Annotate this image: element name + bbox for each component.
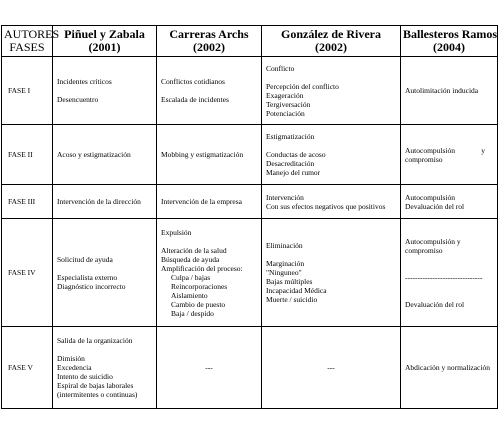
author-header-gonzalez bbox=[262, 26, 401, 57]
cell-line: Devaluación del rol bbox=[405, 299, 465, 309]
cell-line: Incidentes críticos bbox=[57, 77, 112, 86]
phase-label: FASE IV bbox=[2, 219, 53, 327]
cell-line: Solicitud de ayuda bbox=[57, 254, 113, 264]
cell-pinuel bbox=[53, 327, 157, 409]
cell-line: Diagnóstico incorrecto bbox=[57, 281, 126, 291]
cell-line: Percepción del conflicto bbox=[266, 81, 339, 91]
cell-line: y bbox=[481, 145, 485, 155]
cell-line: Autocompulsión bbox=[405, 192, 455, 202]
cell-line: Conflicto bbox=[266, 63, 295, 73]
cell-gonzalez: --- bbox=[262, 327, 401, 409]
cell-carreras bbox=[157, 125, 262, 185]
phase-row-2 bbox=[2, 125, 498, 185]
phase-label: FASE II bbox=[2, 125, 53, 185]
cell-line: Aislamiento bbox=[171, 290, 208, 300]
cell-gonzalez bbox=[262, 57, 401, 125]
cell-carreras: --- bbox=[157, 327, 262, 409]
cell-line: Estigmatización bbox=[266, 132, 315, 141]
author-year: (2004) bbox=[433, 40, 465, 54]
cell-line: Reincorporaciones bbox=[171, 281, 228, 291]
cell-line: Salida de la organización bbox=[57, 336, 133, 345]
cell-line: Conductas de acoso bbox=[266, 150, 326, 159]
cell-gonzalez bbox=[262, 185, 401, 219]
cell-pinuel bbox=[53, 185, 157, 219]
corner-authors-label: AUTORES bbox=[4, 27, 60, 41]
cell-line: Bajas múltiples bbox=[266, 277, 313, 286]
cell-line: Autocompulsión y bbox=[405, 236, 461, 246]
author-header-carreras bbox=[157, 26, 262, 57]
phase-label: FASE V bbox=[2, 327, 53, 409]
cell-line: Incapacidad Médica bbox=[266, 286, 327, 295]
phase-row-4 bbox=[2, 219, 498, 327]
cell-line: Amplificación del proceso: bbox=[161, 263, 243, 273]
cell-line: compromiso bbox=[405, 245, 443, 255]
cell-line: (intermitentes o continuas) bbox=[57, 390, 138, 399]
cell-line: Especialista externo bbox=[57, 272, 118, 282]
cell-line: Intento de suicidio bbox=[57, 372, 113, 381]
cell-line: Acoso y estigmatización bbox=[57, 150, 131, 159]
cell-line: Alteración de la salud bbox=[161, 245, 227, 255]
cell-line: Tergiversación bbox=[266, 99, 311, 109]
divider-dashes: ------------------------------- bbox=[405, 272, 483, 282]
cell-line: Baja / despido bbox=[171, 308, 214, 318]
cell-line: Búsqueda de ayuda bbox=[161, 254, 220, 264]
cell-line: Escalada de incidentes bbox=[161, 95, 229, 104]
header-row bbox=[2, 26, 498, 57]
cell-line: Intervención bbox=[266, 192, 304, 202]
cell-line: Potenciación bbox=[266, 108, 305, 118]
cell-line: Abdicación y normalización bbox=[405, 363, 490, 372]
cell-ballesteros bbox=[401, 327, 498, 409]
cell-carreras bbox=[157, 185, 262, 219]
cell-line: Conflictos cotidianos bbox=[161, 77, 225, 86]
cell-pinuel bbox=[53, 219, 157, 327]
phase-row-5 bbox=[2, 327, 498, 409]
author-name: Carreras Archs bbox=[169, 27, 249, 41]
cell-pinuel bbox=[53, 57, 157, 125]
cell-ballesteros bbox=[401, 57, 498, 125]
author-header-ballesteros bbox=[401, 26, 498, 57]
cell-line: Cambio de puesto bbox=[171, 299, 226, 309]
cell-carreras bbox=[157, 219, 262, 327]
cell-line: Autolimitación inducida bbox=[405, 86, 479, 95]
cell-line: compromiso bbox=[405, 154, 443, 164]
cell-line: Manejo del rumor bbox=[266, 168, 321, 177]
cell-line: Devaluación del rol bbox=[405, 201, 465, 211]
phase-label: FASE I bbox=[2, 57, 53, 125]
corner-phases-label: FASES bbox=[9, 40, 45, 54]
author-name: González de Rivera bbox=[281, 27, 381, 41]
cell-gonzalez bbox=[262, 219, 401, 327]
cell-ballesteros bbox=[401, 185, 498, 219]
cell-line: Excedencia bbox=[57, 363, 92, 372]
phase-label: FASE III bbox=[2, 185, 53, 219]
corner-header-cell bbox=[2, 26, 60, 57]
cell-line: "Ninguneo" bbox=[266, 268, 302, 277]
author-year: (2002) bbox=[193, 40, 225, 54]
cell-line: Espiral de bajas laborales bbox=[57, 381, 134, 390]
cell-carreras bbox=[157, 57, 262, 125]
cell-line: Desencuentro bbox=[57, 95, 99, 104]
author-name: Piñuel y Zabala bbox=[64, 27, 145, 41]
cell-line: Expulsión bbox=[161, 227, 192, 237]
cell-ballesteros bbox=[401, 219, 498, 327]
cell-ballesteros bbox=[401, 125, 498, 185]
cell-line: Dimisión bbox=[57, 354, 85, 363]
cell-line: Exageración bbox=[266, 90, 304, 100]
cell-line: Marginación bbox=[266, 259, 305, 268]
cell-line: Desacreditación bbox=[266, 159, 315, 168]
cell-line: Culpa / bajas bbox=[171, 272, 211, 282]
cell-line: Intervención de la dirección bbox=[57, 197, 141, 206]
author-header-pinuel bbox=[53, 26, 157, 57]
cell-line: Muerte / suicidio bbox=[266, 295, 318, 304]
cell-line: Intervención de la empresa bbox=[161, 197, 243, 206]
cell-line: Con sus efectos negativos que positivos bbox=[266, 201, 386, 211]
phase-row-1 bbox=[2, 57, 498, 125]
cell-pinuel bbox=[53, 125, 157, 185]
phases-table bbox=[1, 25, 498, 409]
phase-row-3 bbox=[2, 185, 498, 219]
cell-line: Eliminación bbox=[266, 241, 303, 250]
cell-line: Mobbing y estigmatización bbox=[161, 150, 244, 159]
author-year: (2002) bbox=[315, 40, 347, 54]
author-year: (2001) bbox=[88, 40, 121, 54]
author-name: Ballesteros Ramos bbox=[403, 27, 498, 41]
cell-gonzalez bbox=[262, 125, 401, 185]
cell-line: Autocompulsión bbox=[405, 145, 455, 155]
